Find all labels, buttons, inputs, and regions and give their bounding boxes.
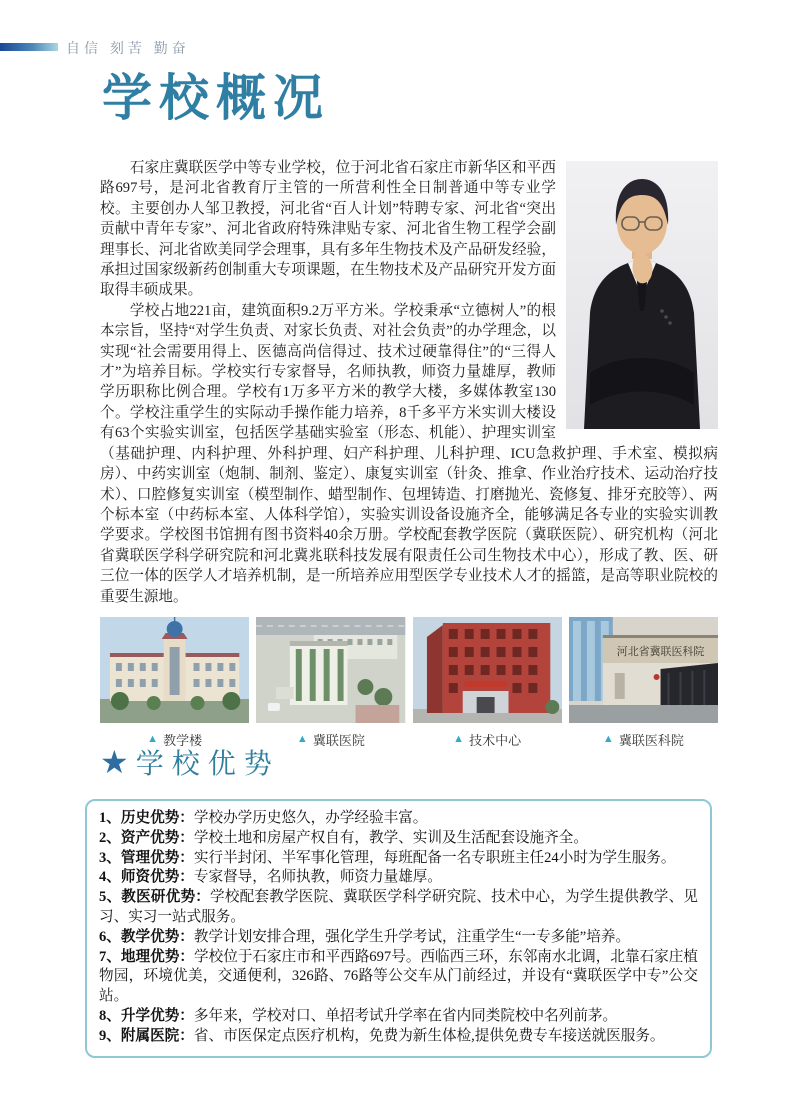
advantage-label: 7、地理优势： [99,948,194,965]
page-title: 学校概况 [102,70,330,126]
advantage-item [99,868,698,888]
advantage-text: 省、市医保定点医疗机构，免费为新生体检,提供免费专车接送就医服务。 [193,1027,665,1044]
advantages-heading [100,742,280,782]
triangle-marker-icon: ▲ [453,733,465,745]
advantage-item [99,1007,698,1027]
advantage-label: 2、资产优势： [99,829,194,846]
advantage-item [99,948,698,1007]
advantage-label: 5、教医研优势： [99,889,211,906]
header-accent-bar [0,43,58,51]
photo-card-technology-center [413,617,562,749]
advantage-label: 4、师资优势： [99,869,194,886]
advantage-text: 专家督导，名师执教，师资力量雄厚。 [193,869,442,886]
advantage-item [99,928,698,948]
intro-paragraph-1: 石家庄冀联医学中等专业学校，位于河北省石家庄市新华区和平西路697号，是河北省教育厅主管的一所营利性全日制普通中等专业学校。主要创办人邹卫教授，河北省“百人计划”特聘专家、河北省“突出贡献中青年专家”、河北省政府特殊津贴专家、河北省生物工程学会副理事长、河北省欧美同学会理事，具有多年生物技术及产品研发经验，承担过国家级新药创制重大专项课题，在生物技术及产品研究开发方面取得丰硕成果。 [100,160,556,299]
advantage-text: 学校位于石家庄市和平西路697号。西临西三环，东邻南水北调，北靠石家庄植物园，环境优美，交通便利，326路、76路等公交车从门前经过，并设有“冀联医学中专”公交站。 [99,948,698,1005]
founder-portrait-image [566,161,718,429]
advantage-text: 学校配套教学医院、冀联医学科学研究院、技术中心，为学生提供教学、见习、实习一站式服务。 [99,889,698,925]
triangle-marker-icon: ▲ [602,733,614,745]
advantage-item [99,809,698,829]
photo-card-medical-academy [569,617,718,749]
advantage-label: 9、附属医院： [99,1027,194,1044]
advantages-heading-label: 学校优势 [135,749,280,780]
advantage-label: 3、管理优势： [99,849,194,866]
photo-card-teaching-building [100,617,249,749]
medical-academy-photo [569,617,718,723]
founder-portrait-photo [566,161,718,429]
photo-caption-technology-center [413,730,562,749]
medical-academy-sign-text: 河北省冀联医科院 [616,645,705,659]
advantages-box [85,799,712,1058]
advantage-text: 学校办学历史悠久，办学经验丰富。 [193,810,428,826]
photo-caption-medical-academy [569,730,718,749]
advantage-text: 学校土地和房屋产权自有，教学、实训及生活配套设施齐全。 [193,829,588,846]
triangle-marker-icon: ▲ [296,733,308,745]
teaching-building-photo [100,617,249,723]
advantage-item [99,1027,698,1047]
photo-caption-label: 冀联医院 [312,733,365,748]
jilian-hospital-photo [256,617,405,723]
photo-card-jilian-hospital [256,617,405,749]
advantage-item [99,888,698,928]
photo-caption-label: 冀联医科院 [618,733,684,748]
advantage-label: 6、教学优势： [99,928,194,945]
advantage-text: 实行半封闭、半军事化管理，每班配备一名专职班主任24小时为学生服务。 [193,849,676,866]
advantage-text: 多年来，学校对口、单招考试升学率在省内同类院校中名列前茅。 [193,1007,618,1024]
school-motto: 自信 刻苦 勤奋 [66,40,190,56]
photo-caption-label: 技术中心 [469,733,522,748]
intro-paragraph-2: 学校占地221亩，建筑面积9.2万平方米。学校秉承“立德树人”的根本宗旨，坚持“对学生负责、对家长负责、对社会负责”的办学理念，以实现“社会需要用得上、医德高尚信得过、技术过硬靠得住”的“三得人才”为培养目标。学校实行专家督导，名师执教，师资力量雄厚，教师学历职称比例合理。学校有1万多平方米的教学大楼，多媒体教室130个。学校注重学生的实际动手操作能力培养，8千多平方米实训大楼设有63个实验实训室，包括医学基础实验室（形态、机能）、护理实训室（基础护理、内科护理、外科护理、妇产科护理、儿科护理、ICU急救护理、手术室、模拟病房）、中药实训室（炮制、制剂、鉴定）、康复实训室（针灸、推拿、作业治疗技术、运动治疗技术）、口腔修复实训室（模型制作、蜡型制作、包埋铸造、打磨抛光、瓷修复、排牙充胶等）、两个标本室（中药标本室、人体科学馆），实验实训设备设施齐全，能够满足各专业的实验实训教学要求。学校图书馆拥有图书资料40余万册。学校配套教学医院（冀联医院）、研究机构（河北省冀联医学科学研究院和河北冀兆联科技发展有限责任公司生物技术中心），形成了教、医、研三位一体的医学人才培养机制，是一所培养应用型医学专业技术人才的摇篮，是高等职业院校的重要生源地。 [100,302,718,605]
triangle-marker-icon: ▲ [147,733,159,745]
advantage-item [99,849,698,869]
intro-section [100,158,718,620]
photo-caption-label: 教学楼 [163,733,203,748]
advantage-label: 8、升学优势： [99,1007,194,1024]
star-icon: ★ [100,744,129,780]
technology-center-photo [413,617,562,723]
campus-photos-row [100,617,718,749]
advantage-text: 教学计划安排合理，强化学生升学考试，注重学生“一专多能”培养。 [193,928,631,945]
advantage-label: 1、历史优势： [99,810,194,826]
advantage-item [99,829,698,849]
